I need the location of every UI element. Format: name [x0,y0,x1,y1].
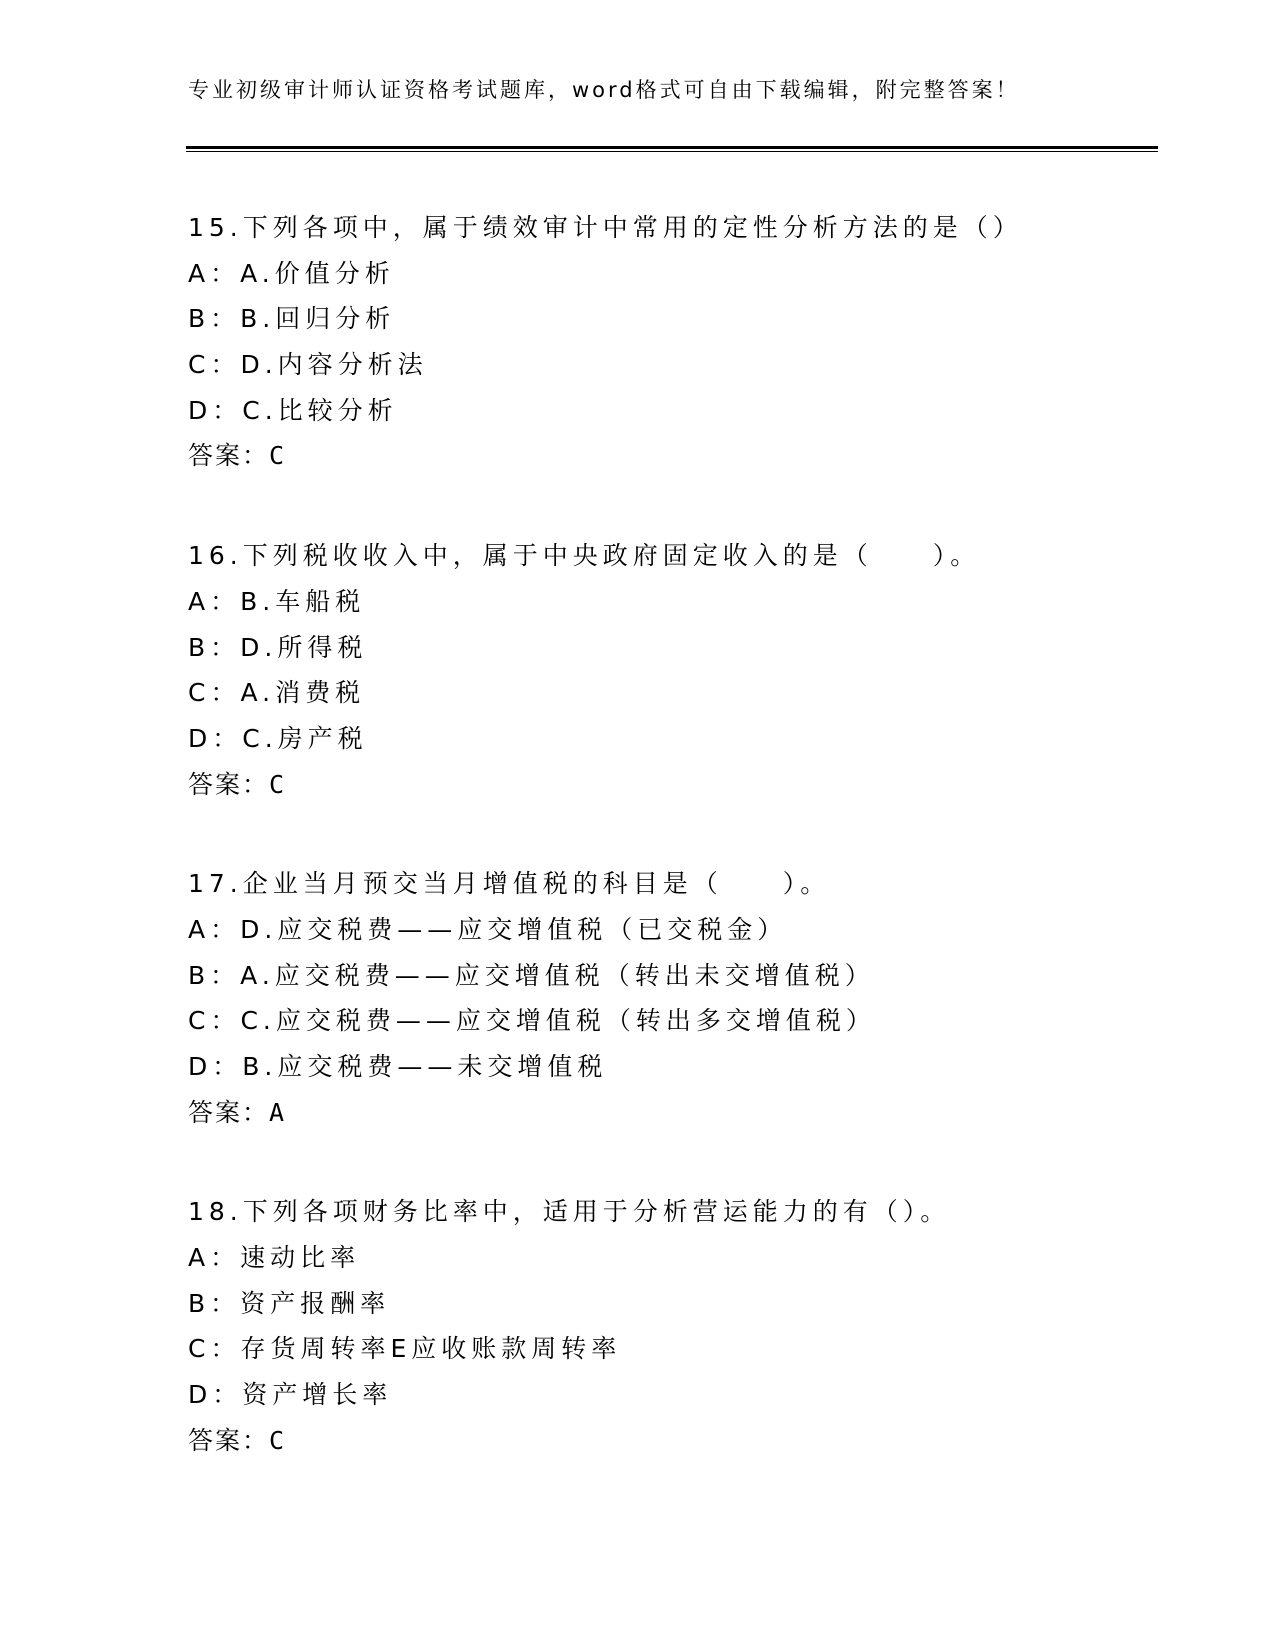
answer-value: C [269,441,287,471]
question-17 [188,861,1188,1135]
answer-value: C [269,769,287,799]
option-b: B：B.回归分析 [188,304,396,334]
answer-label: 答案： [188,1097,270,1127]
answer-value: C [269,1425,287,1455]
option-b: B：A.应交税费——应交增值税（转出未交增值税） [188,960,875,990]
question-18 [188,1189,1188,1463]
answer-label: 答案： [188,769,270,799]
option-d: D：B.应交税费——未交增值税 [188,1052,608,1081]
answer-line [188,762,1188,808]
answer-value: A [269,1097,287,1127]
question-stem: 15.下列各项中，属于绩效审计中常用的定性分析方法的是（） [188,213,1023,242]
header-rule-thin [186,151,1158,152]
question-16 [188,533,1188,807]
question-stem: 17.企业当月预交当月增值税的科目是（ ）。 [188,869,831,899]
answer-line [188,1090,1188,1136]
question-stem: 18.下列各项财务比率中，适用于分析营运能力的有（）。 [188,1197,951,1227]
option-b: B：D.所得税 [188,632,368,662]
option-b: B：资产报酬率 [188,1288,391,1318]
option-c: C：存货周转率E应收账款周转率 [188,1334,622,1364]
option-a: A：B.车船税 [188,586,366,616]
question-list [188,205,1188,1518]
question-stem: 16.下列税收收入中，属于中央政府固定收入的是（ ）。 [188,541,981,571]
answer-label: 答案： [188,1425,270,1455]
option-a: A：D.应交税费——应交增值税（已交税金） [188,914,788,944]
option-d: D：C.房产税 [188,723,368,753]
option-d: D：C.比较分析 [188,395,398,425]
option-c: C：C.应交税费——应交增值税（转出多交增值税） [188,1006,876,1036]
option-d: D：资产增长率 [188,1380,393,1410]
option-a: A：A.价值分析 [188,258,395,288]
question-15 [188,205,1188,479]
option-a: A：速动比率 [188,1243,361,1273]
option-c: C：A.消费税 [188,678,366,708]
header-rule-thick [186,146,1158,149]
answer-line [188,433,1188,479]
page-header: 专业初级审计师认证资格考试题库，word格式可自由下载编辑，附完整答案！ [188,78,1020,102]
option-c: C：D.内容分析法 [188,350,428,380]
answer-label: 答案： [188,441,270,471]
answer-line [188,1418,1188,1464]
